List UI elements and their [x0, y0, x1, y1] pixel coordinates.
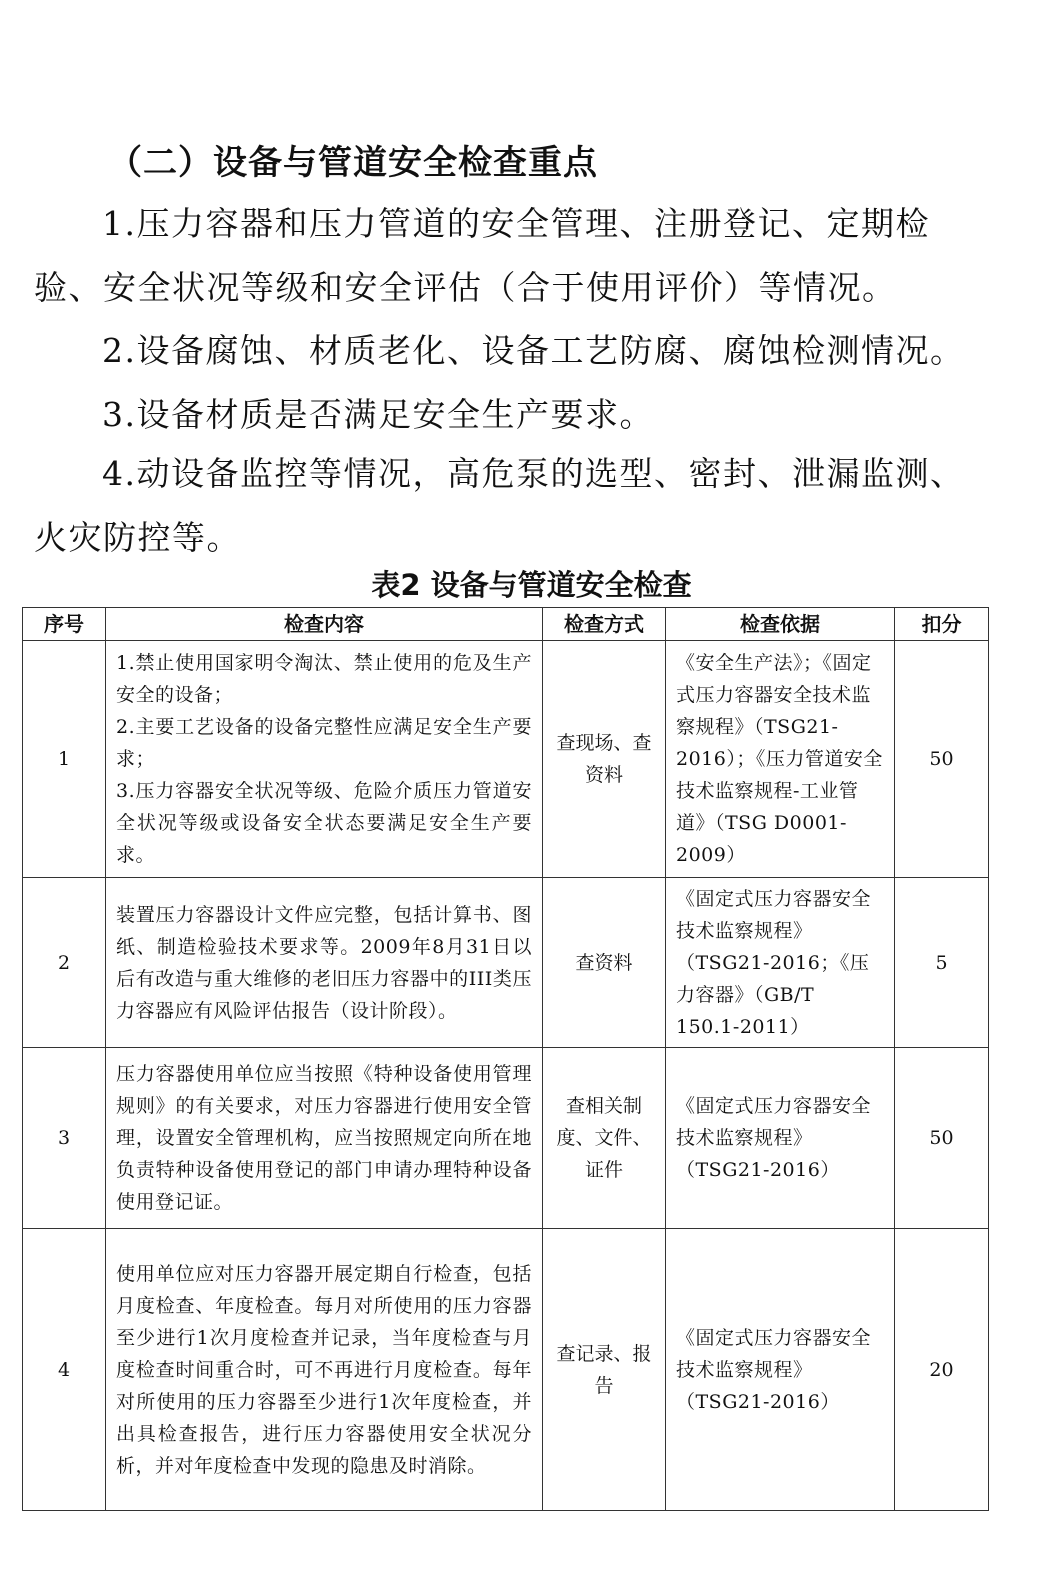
row-method: 查记录、报告: [543, 1229, 666, 1511]
section-heading: （二）设备与管道安全检查重点: [108, 143, 598, 183]
header-content: 检查内容: [106, 608, 543, 641]
inspection-table: [22, 607, 989, 1511]
table-header-row: [23, 608, 989, 641]
row-method: 查相关制度、文件、证件: [543, 1048, 666, 1229]
paragraph-4: [34, 442, 994, 570]
header-score: 扣分: [895, 608, 989, 641]
table-row: [23, 878, 989, 1048]
paragraph-2-text: 2.设备腐蚀、材质老化、设备工艺防腐、腐蚀检测情况。: [102, 331, 965, 370]
paragraph-3: [34, 383, 994, 447]
table-row: [23, 1229, 989, 1511]
content-item: 2.主要工艺设备的设备完整性应满足安全生产要求；: [116, 716, 532, 770]
table-row: [23, 1048, 989, 1229]
content-item: 压力容器使用单位应当按照《特种设备使用管理规则》的有关要求，对压力容器进行使用安全管理，设置安全管理机构，应当按照规定向所在地负责特种设备使用登记的部门申请办理特种设备使用登记证。: [116, 1063, 532, 1213]
header-basis: 检查依据: [666, 608, 895, 641]
table-row: [23, 641, 989, 878]
row-content: [106, 1229, 543, 1511]
paragraph-1-text: 1.压力容器和压力管道的安全管理、注册登记、定期检验、安全状况等级和安全评估（合于使用评价）等情况。: [34, 204, 930, 307]
row-basis: 《固定式压力容器安全技术监察规程》（TSG21-2016）: [666, 1048, 895, 1229]
header-no: 序号: [23, 608, 106, 641]
content-item: 3.压力容器安全状况等级、危险介质压力管道安全状况等级或设备安全状态要满足安全生产要求。: [116, 780, 532, 866]
row-content: [106, 1048, 543, 1229]
paragraph-1: [34, 192, 994, 320]
paragraph-2: [34, 319, 994, 383]
row-score: 20: [895, 1229, 989, 1511]
paragraph-3-text: 3.设备材质是否满足安全生产要求。: [102, 395, 654, 434]
paragraph-4-text: 4.动设备监控等情况，高危泵的选型、密封、泄漏监测、火灾防控等。: [34, 454, 965, 557]
row-number: 3: [23, 1048, 106, 1229]
row-method: 查现场、查资料: [543, 641, 666, 878]
row-number: 1: [23, 641, 106, 878]
header-method: 检查方式: [543, 608, 666, 641]
row-content: [106, 878, 543, 1048]
row-score: 50: [895, 1048, 989, 1229]
row-basis: 《固定式压力容器安全技术监察规程》（TSG21-2016；《压力容器》（GB/T 150.1-2011）: [666, 878, 895, 1048]
content-item: 使用单位应对压力容器开展定期自行检查，包括月度检查、年度检查。每月对所使用的压力容器至少进行1次月度检查并记录，当年度检查与月度检查时间重合时，可不再进行月度检查。每年对所使用的压力容器至少进行1次年度检查，并出具检查报告，进行压力容器使用安全状况分析，并对年度检查中发现的隐患及时消除。: [116, 1262, 532, 1477]
row-basis: 《固定式压力容器安全技术监察规程》（TSG21-2016）: [666, 1229, 895, 1511]
row-method: 查资料: [543, 878, 666, 1048]
row-score: 5: [895, 878, 989, 1048]
content-item: 装置压力容器设计文件应完整，包括计算书、图纸、制造检验技术要求等。2009年8月31日以后有改造与重大维修的老旧压力容器中的III类压力容器应有风险评估报告（设计阶段）。: [116, 903, 532, 1022]
row-number: 2: [23, 878, 106, 1048]
table-title: 表2 设备与管道安全检查: [371, 568, 692, 602]
row-number: 4: [23, 1229, 106, 1511]
row-basis: 《安全生产法》；《固定式压力容器安全技术监察规程》（TSG21-2016）；《压力管道安全技术监察规程-工业管道》（TSG D0001-2009）: [666, 641, 895, 878]
content-item: 1.禁止使用国家明令淘汰、禁止使用的危及生产安全的设备；: [116, 652, 532, 706]
row-score: 50: [895, 641, 989, 878]
row-content: [106, 641, 543, 878]
